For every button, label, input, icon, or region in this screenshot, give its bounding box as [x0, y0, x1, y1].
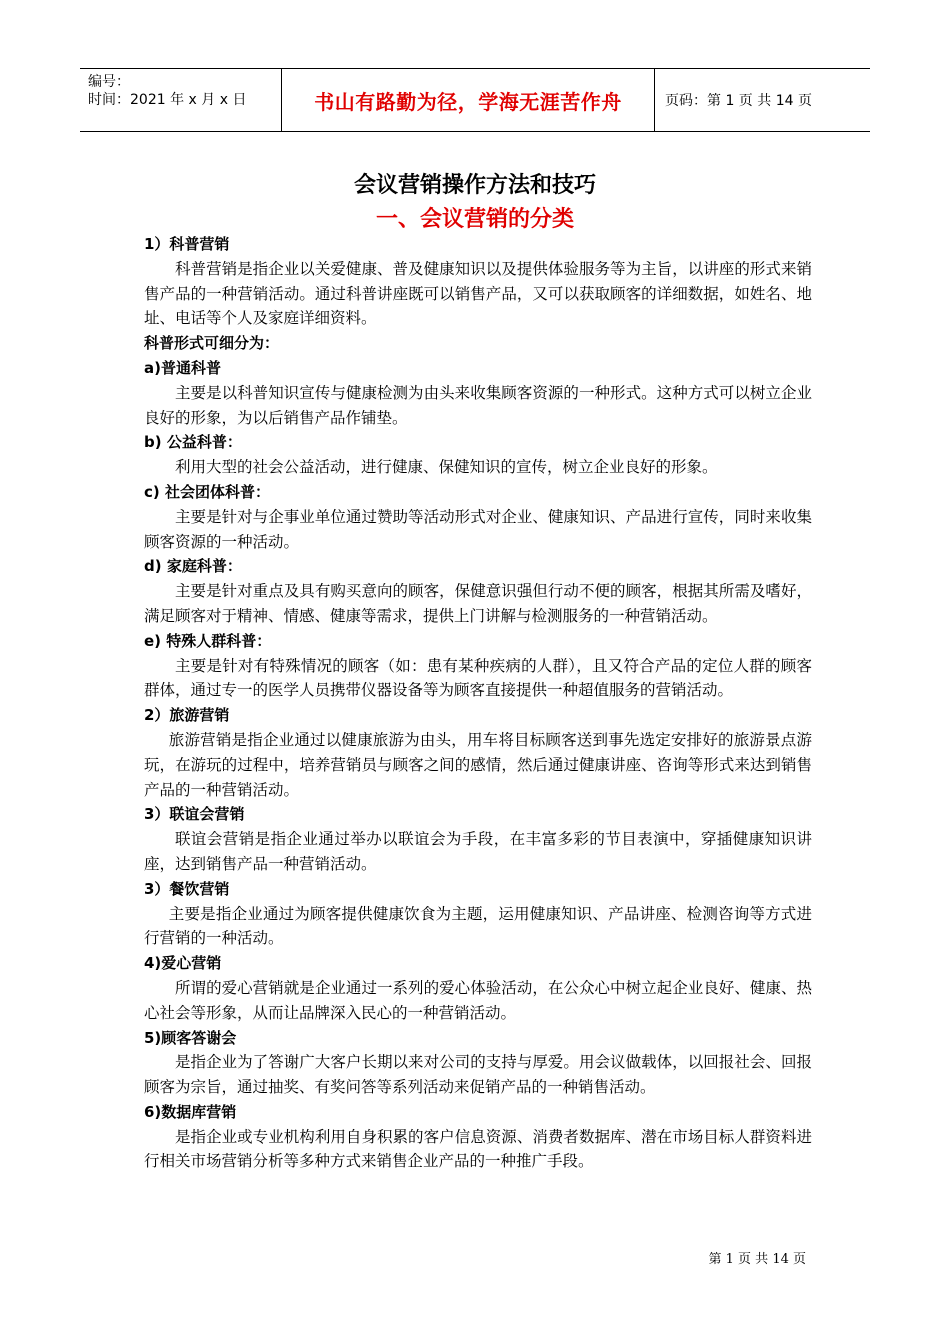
document-body	[144, 232, 812, 1174]
header-page-code-cell	[655, 69, 870, 131]
heading-database-marketing: 6)数据库营销	[144, 1102, 237, 1121]
paragraph-general-science: 主要是以科普知识宣传与健康检测为由头来收集顾客资源的一种形式。这种方式可以树立企业良好的形象，为以后销售产品作铺垫。	[144, 383, 812, 427]
header-motto-cell	[282, 69, 655, 131]
paragraph-family-science: 主要是针对重点及具有购买意向的顾客，保健意识强但行动不便的顾客，根据其所需及嗜好，满足顾客对于精神、情感、健康等需求，提供上门讲解与检测服务的一种营销活动。	[144, 582, 812, 625]
paragraph-party-marketing: 联谊会营销是指企业通过举办以联谊会为手段，在丰富多彩的节目表演中，穿插健康知识讲座，达到销售产品一种营销活动。	[144, 830, 812, 873]
header-meta	[80, 69, 282, 131]
heading-science-marketing: 1）科普营销	[144, 235, 230, 253]
paragraph-social-group: 主要是针对与企事业单位通过赞助等活动形式对企业、健康知识、产品进行宣传，同时来收集顾客资源的一种活动。	[144, 507, 812, 551]
heading-public-welfare: b) 公益科普：	[144, 433, 242, 452]
number-label: 编号：	[88, 74, 130, 90]
section-heading: 一、会议营销的分类	[375, 207, 574, 232]
heading-family-science: d) 家庭科普：	[144, 557, 242, 576]
paragraph-special-groups: 主要是针对有特殊情况的顾客（如：患有某种疾病的人群），且又符合产品的定位人群的顾客群体，通过专一的医学人员携带仪器设备等为顾客直接提供一种超值服务的营销活动。	[144, 656, 812, 700]
paragraph-travel-marketing: 旅游营销是指企业通过以健康旅游为由头，用车将目标顾客送到事先选定安排好的旅游景点游玩，在游玩的过程中，培养营销员与顾客之间的感情，然后通过健康讲座、咨询等形式来达到销售产品的一种营销活动。	[144, 730, 812, 799]
page-code: 页码：第 1 页 共 14 页	[665, 93, 812, 109]
heading-charity-marketing: 4)爱心营销	[144, 954, 222, 973]
document-title: 会议营销操作方法和技巧	[353, 173, 596, 198]
paragraph-charity-marketing: 所谓的爱心营销就是企业通过一系列的爱心体验活动，在公众心中树立起企业良好、健康、热心社会等形象，从而让品牌深入民心的一种营销活动。	[144, 978, 812, 1022]
heading-general-science: a)普通科普	[144, 358, 221, 377]
page-footer: 第 1 页 共 14 页	[708, 1252, 806, 1267]
heading-science-forms: 科普形式可细分为：	[144, 334, 280, 353]
heading-dining-marketing: 3）餐饮营销	[144, 879, 230, 898]
heading-party-marketing: 3）联谊会营销	[144, 805, 245, 824]
heading-special-groups: e) 特殊人群科普：	[144, 631, 272, 650]
paragraph-dining-marketing: 主要是指企业通过为顾客提供健康饮食为主题，运用健康知识、产品讲座、检测咨询等方式进行营销的一种活动。	[144, 904, 812, 948]
heading-social-group: c) 社会团体科普：	[144, 482, 270, 501]
paragraph-science-marketing: 科普营销是指企业以关爱健康、普及健康知识以及提供体验服务等为主旨，以讲座的形式来销售产品的一种营销活动。通过科普讲座既可以销售产品，又可以获取顾客的详细数据，如姓名、地址、电话等个人及家庭详细资料。	[144, 259, 812, 328]
time-label: 时间：2021 年 x 月 x 日	[88, 92, 247, 108]
document-header	[80, 68, 870, 132]
heading-customer-appreciation: 5)顾客答谢会	[144, 1028, 237, 1047]
heading-travel-marketing: 2）旅游营销	[144, 706, 230, 725]
paragraph-customer-appreciation: 是指企业为了答谢广大客户长期以来对公司的支持与厚爱。用会议做载体，以回报社会、回报顾客为宗旨，通过抽奖、有奖问答等系列活动来促销产品的一种销售活动。	[144, 1053, 812, 1097]
motto: 书山有路勤为径，学海无涯苦作舟	[314, 89, 622, 114]
paragraph-public-welfare: 利用大型的社会公益活动，进行健康、保健知识的宣传，树立企业良好的形象。	[175, 458, 718, 477]
paragraph-database-marketing: 是指企业或专业机构利用自身积累的客户信息资源、消费者数据库、潜在市场目标人群资料进行相关市场营销分析等多种方式来销售企业产品的一种推广手段。	[144, 1127, 812, 1171]
